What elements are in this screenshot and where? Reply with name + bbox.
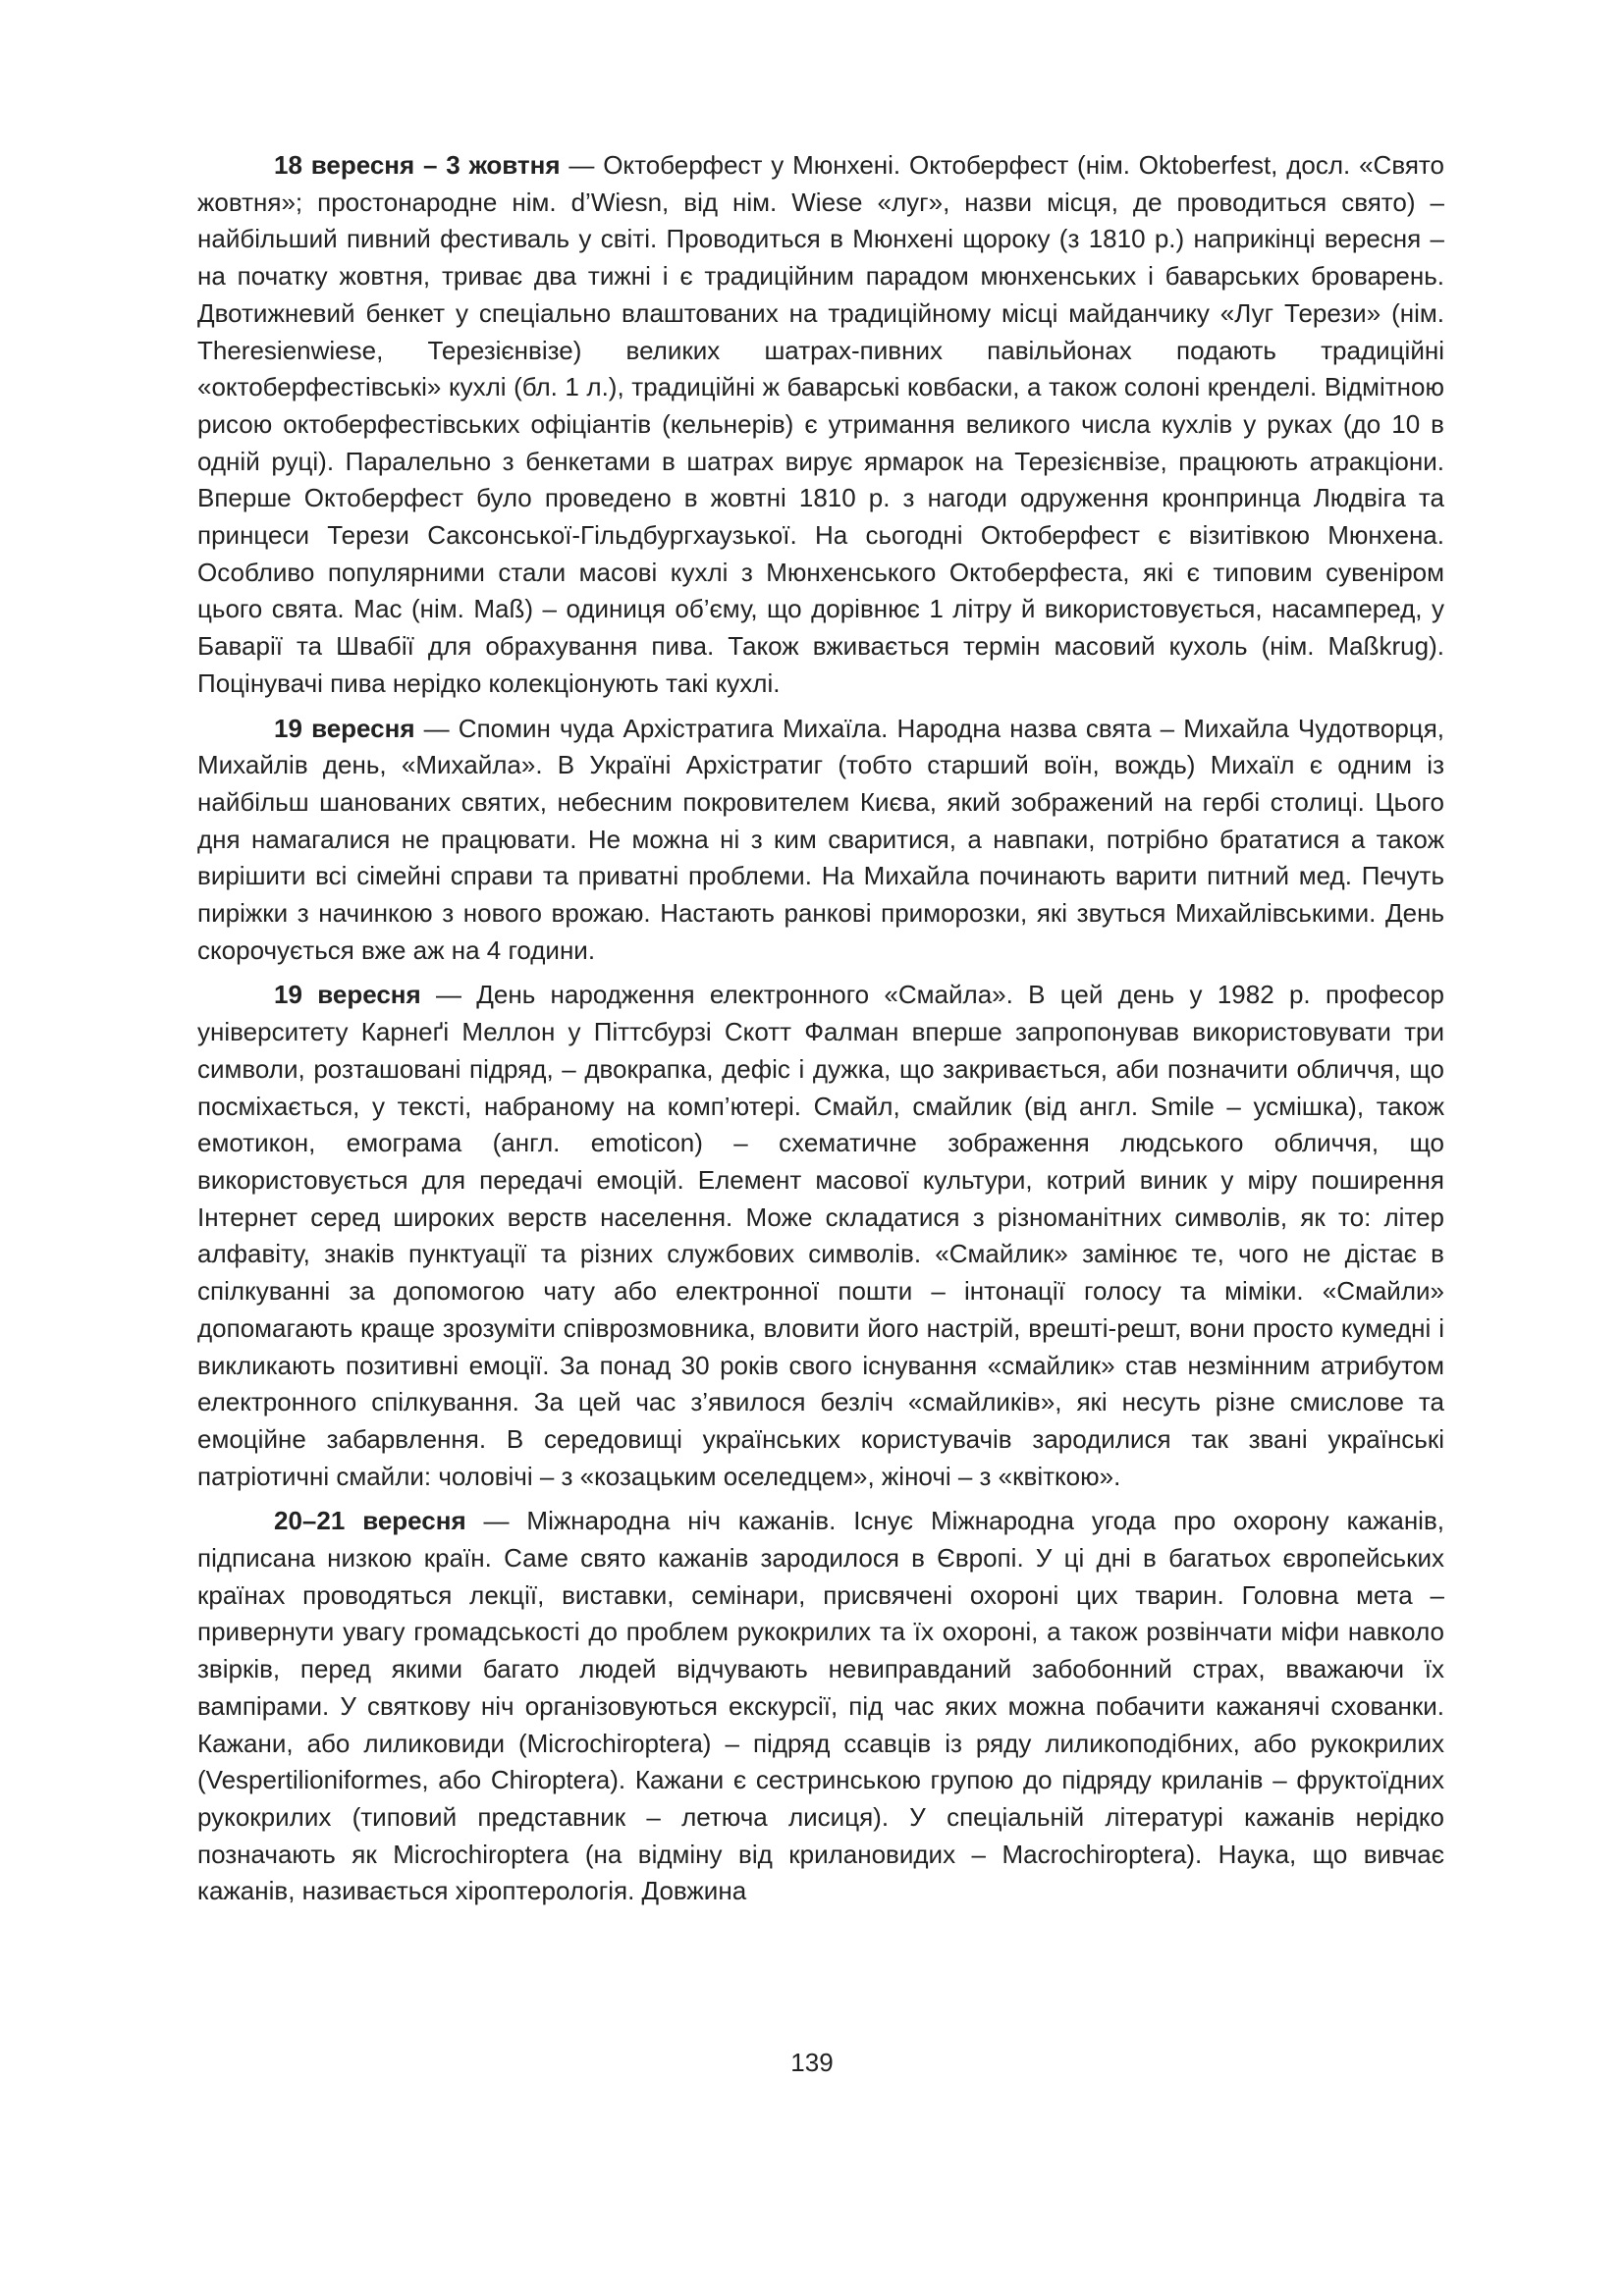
entry-text: — День народження електронного «Смайла». В цей день у 1982 р. професор університету Карнеґі Меллон у Піттсбурзі Скотт Фалман вперше запропонував використовувати три символи, розташовані підряд, – двокрапка, дефіс і дужка, що закривається, аби позначити обличчя, що посміхається, у тексті, набраному на комп’ютері. Смайл, смайлик (від англ. Smile – усмішка), також емотикон, емограма (англ. emoticon) – схематичне зображення людського обличчя, що використовується для передачі емоцій. Елемент масової культури, котрий виник у міру поширення Інтернет серед широких верств населення. Може складатися з різноманітних символів, як то: літер алфавіту, знаків пунктуації та різних службових символів. «Смайлик» замінює те, чого не дістає в спілкуванні за допомогою чату або електронної пошти – інтонації голосу та міміки. «Смайли» допомагають краще зрозуміти співрозмовника, вловити його настрій, врешті-решт, вони просто кумедні і викликають позитивні емоції. За понад 30 років свого існування «смайлик» став незмінним атрибутом електронного спілкування. За цей час з’явилося безліч «смайликів», які несуть різне смислове та емоційне забарвлення. В середовищі українських користувачів зародилися так звані українські патріотичні смайли: чоловічі – з «козацьким оселедцем», жіночі – з «квіткою». [197, 980, 1445, 1491]
entry-smiley-birthday [197, 977, 1444, 1495]
page-body [197, 147, 1444, 1918]
entry-date: 20–21 вересня [274, 1506, 466, 1536]
page-number: 139 [790, 2048, 834, 2077]
entry-date: 18 вересня – 3 жовтня [274, 150, 561, 180]
entry-text: — Міжнародна ніч кажанів. Існує Міжнародна угода про охорону кажанів, підписана низкою країн. Саме свято кажанів зародилося в Європі. У ці дні в багатьох європейських країнах проводяться лекції, виставки, семінари, присвячені охороні цих тварин. Головна мета – привернути увагу громадськості до проблем рукокрилих та їх охороні, а також розвінчати міфи навколо звірків, перед якими багато людей відчувають невиправданий забобонний страх, вважаючи їх вампірами. У святкову ніч організовуються екскурсії, під час яких можна побачити кажанячі схованки. Кажани, або лиликовиди (Microchiroptera) – підряд ссавців із ряду лиликоподібних, або рукокрилих (Vespertilioniformes, або Chiroptera). Кажани є сестринською групою до підряду криланів – фруктоїдних рукокрилих (типовий представник – летюча лисиця). У спеціальній літературі кажанів нерідко позначають як Microchiroptera (на відміну від крилановидих – Macrochiroptera). Наука, що вивчає кажанів, називається хіроптерологія. Довжина [197, 1506, 1444, 1906]
entry-text: — Спомин чуда Архістратига Михаїла. Народна назва свята – Михайла Чудотворця, Михайлів день, «Михайла». В Україні Архістратиг (тобто старший воїн, вождь) Михаїл є одним із найбільш шанованих святих, небесним покровителем Києва, який зображений на гербі столиці. Цього дня намагалися не працювати. Не можна ні з ким сваритися, а навпаки, потрібно брататися а також вирішити всі сімейні справи та приватні проблеми. На Михайла починають варити питний мед. Печуть пиріжки з начинкою з нового врожаю. Настають ранкові приморозки, які звуться Михайлівськими. День скорочується вже аж на 4 години. [197, 713, 1445, 965]
entry-text: — Октоберфест у Мюнхені. Октоберфест (нім. Oktoberfest, досл. «Свято жовтня»; простонародне нім. d’Wiesn, від нім. Wiese «луг», назви місця, де проводиться свято) – найбільший пивний фестиваль у світі. Проводиться в Мюнхені щороку (з 1810 р.) наприкінці вересня – на початку жовтня, триває два тижні і є традиційним парадом мюнхенських і баварських броварень. Двотижневий бенкет у спеціально влаштованих на традиційному місці майданчику «Луг Терези» (нім. Theresienwiese, Терезієнвізе) великих шатрах-пивних павільйонах подають традиційні «октоберфестівські» кухлі (бл. 1 л.), традиційні ж баварські ковбаски, а також солоні кренделі. Відмітною рисою октоберфестівських офіціантів (кельнерів) є утримання великого числа кухлів у руках (до 10 в одній руці). Паралельно з бенкетами в шатрах вирує ярмарок на Терезієнвізе, працюють атракціони. Вперше Октоберфест було проведено в жовтні 1810 р. з нагоди одруження кронпринца Людвіга та принцеси Терези Саксонської-Гільдбургхаузької. На сьогодні Октоберфест є візитівкою Мюнхена. Особливо популярними стали масові кухлі з Мюнхенського Октоберфеста, які є типовим сувеніром цього свята. Мас (нім. Maß) – одиниця об’єму, що дорівнює 1 літру й використовується, насамперед, у Баварії та Швабії для обрахування пива. Також вживається термін масовий кухоль (нім. Maßkrug). Поцінувачі пива нерідко колекціонують такі кухлі. [197, 150, 1444, 698]
entry-date: 19 вересня [274, 980, 421, 1010]
entry-oktoberfest [197, 147, 1444, 703]
entry-bat-night [197, 1503, 1444, 1910]
entry-archangel-michael [197, 711, 1444, 970]
entry-date: 19 вересня [274, 713, 415, 743]
